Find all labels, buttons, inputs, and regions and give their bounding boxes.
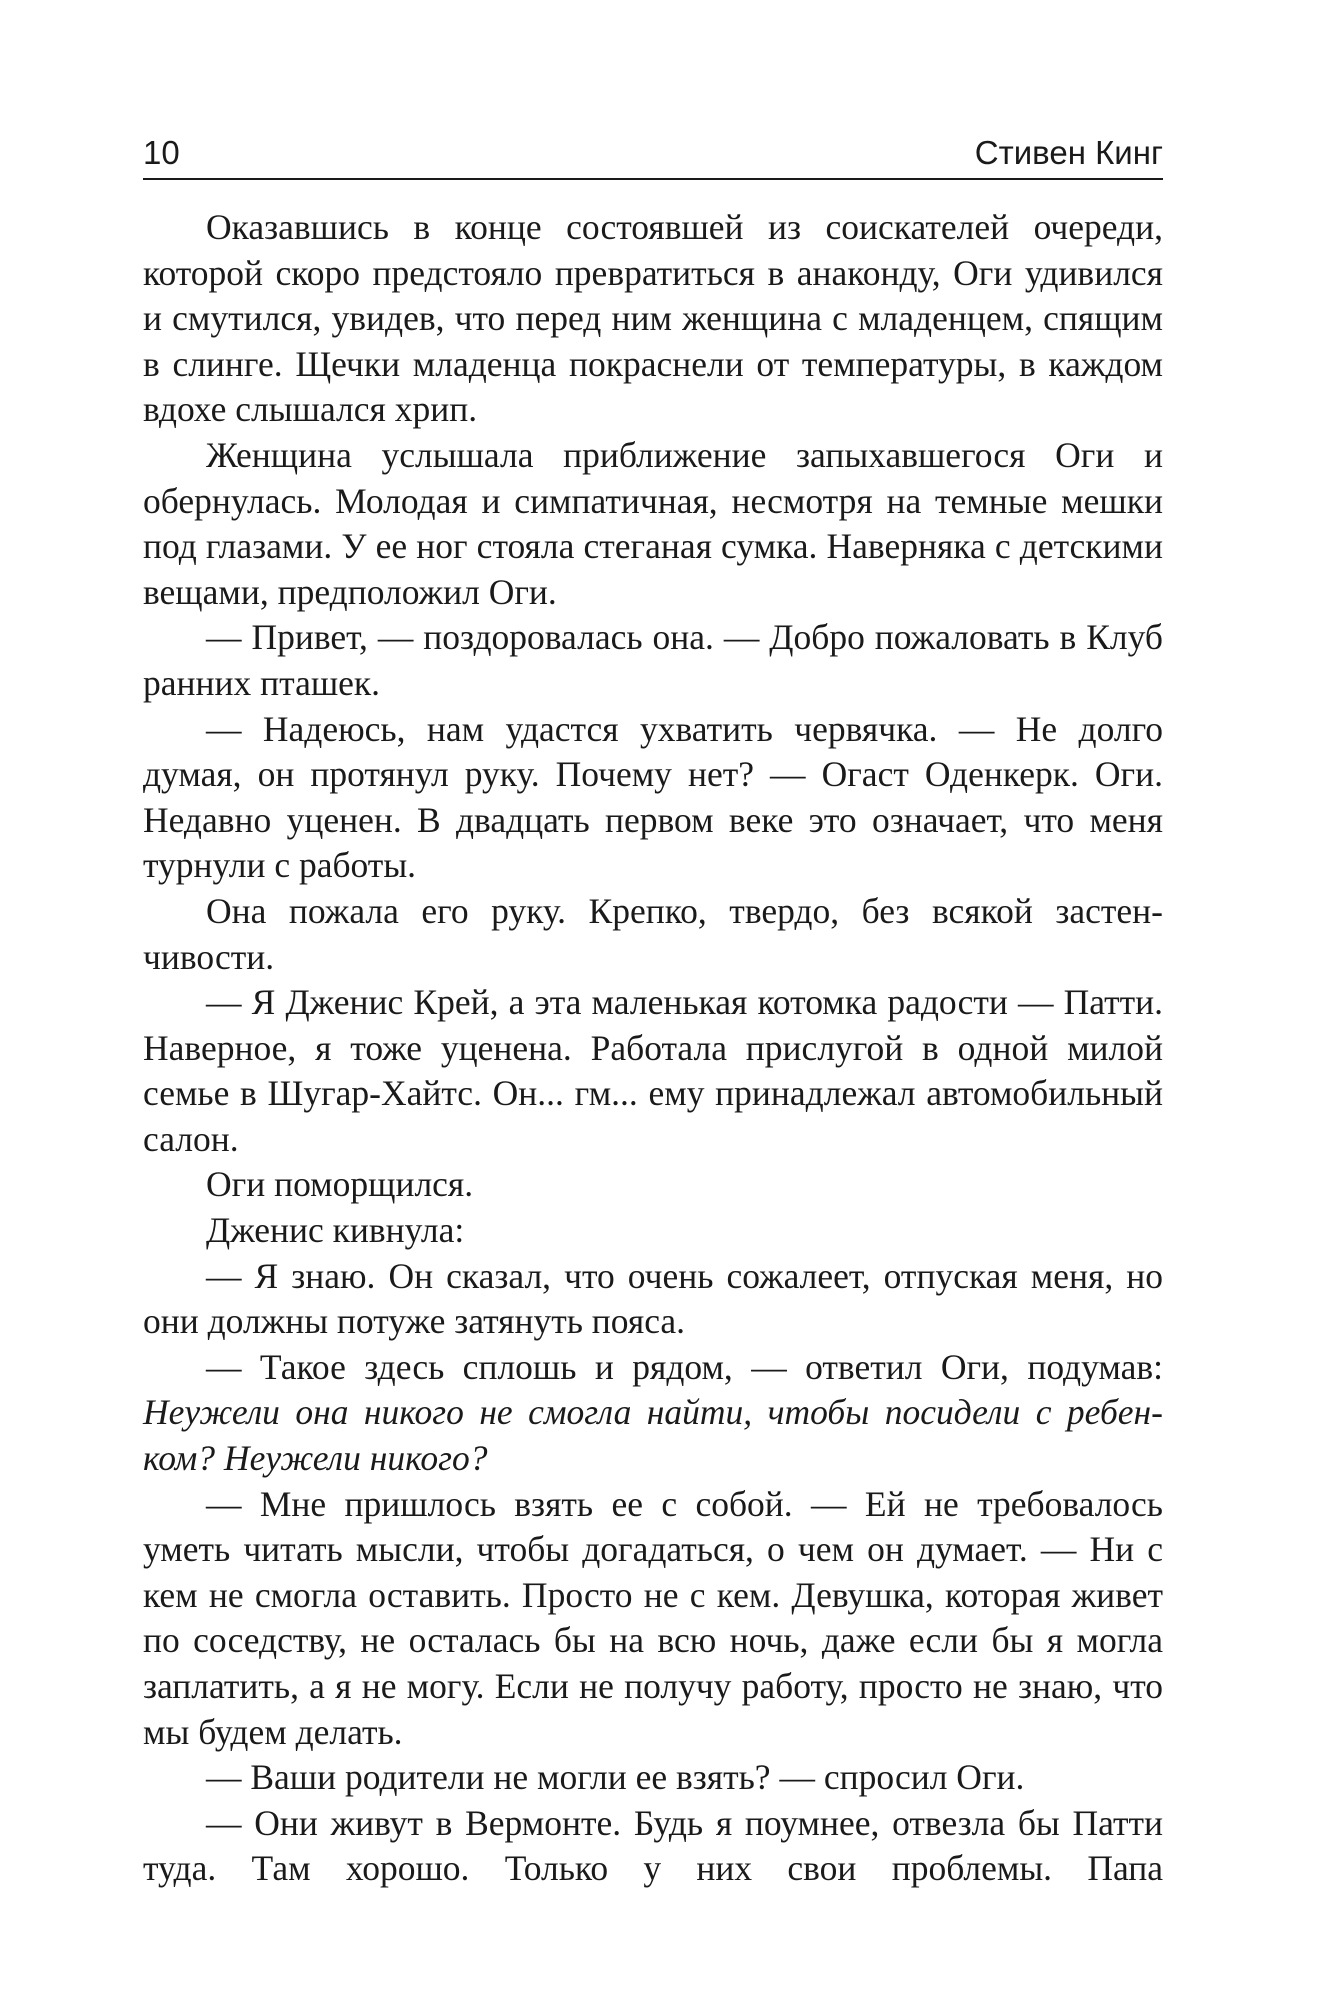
paragraph-8: Дженис кивнула: [206, 1210, 465, 1251]
paragraph-10-text: — Такое здесь сплошь и рядом, — ответил Оги, подумав: [206, 1346, 1163, 1387]
paragraph-4: — Надеюсь, нам удастся ухватить червячка. — Не долго думая, он протянул руку. Почему нет? — Огаст Оденкерк. Оги. Недавно уценен. В двадцать первом веке это означает, что меня турнули с работы. [143, 708, 1163, 886]
body-text [143, 205, 1163, 1892]
paragraph-12: — Ваши родители не могли ее взять? — спросил Оги. [206, 1757, 1025, 1798]
paragraph-13: — Они живут в Вермонте. Будь я поумнее, отвезла бы Патти туда. Там хорошо. Только у них свои проблемы. Папа [143, 1802, 1163, 1889]
running-head [143, 128, 1163, 180]
running-title: Стивен Кинг [974, 134, 1163, 171]
paragraph-11: — Мне пришлось взять ее с собой. — Ей не требовалось уметь читать мысли, чтобы догадаться, о чем он думает. — Ни с кем не смогла оставить. Просто не с кем. Девушка, которая живет по соседству, не осталась бы на всю ночь, даже если бы я могла заплатить, а я не могу. Если не получу работу, просто не знаю, что мы будем делать. [143, 1483, 1163, 1752]
paragraph-9: — Я знаю. Он сказал, что очень сожалеет, отпуская меня, но они должны потуже затянуть пояса. [143, 1255, 1163, 1342]
paragraph-10-italic-thought: Неужели она никого не смогла найти, чтобы посидели с ребенком? Неужели никого? [143, 1392, 1163, 1479]
paragraph-1: Оказавшись в конце состоявшей из соискателей очереди, которой скоро предстояло превратиться в анаконду, Оги удивился и смутился, увидев, что перед ним женщина с младенцем, спящим в слинге. Щечки младенца покраснели от температуры, в каждом вдохе слышался хрип. [143, 207, 1163, 430]
page-number: 10 [143, 134, 180, 171]
paragraph-2: Женщина услышала приближение запыхавшегося Оги и обернулась. Молодая и симпатичная, несмотря на темные мешки под глазами. У ее ног стояла стеганая сумка. Наверняка с детскими вещами, предположил Оги. [143, 434, 1163, 612]
paragraph-5: Она пожала его руку. Крепко, твердо, без всякой застенчивости. [143, 890, 1163, 977]
paragraph-10 [143, 1345, 1163, 1482]
paragraph-7: Оги поморщился. [206, 1164, 474, 1205]
paragraph-3: — Привет, — поздоровалась она. — Добро пожаловать в Клуб ранних пташек. [143, 617, 1163, 703]
paragraph-6: — Я Дженис Крей, а эта маленькая котомка радости — Патти. Наверное, я тоже уценена. Работала прислугой в одной милой семье в Шугар-Хайтс. Он... гм... ему принадлежал автомобильный салон. [143, 982, 1163, 1159]
